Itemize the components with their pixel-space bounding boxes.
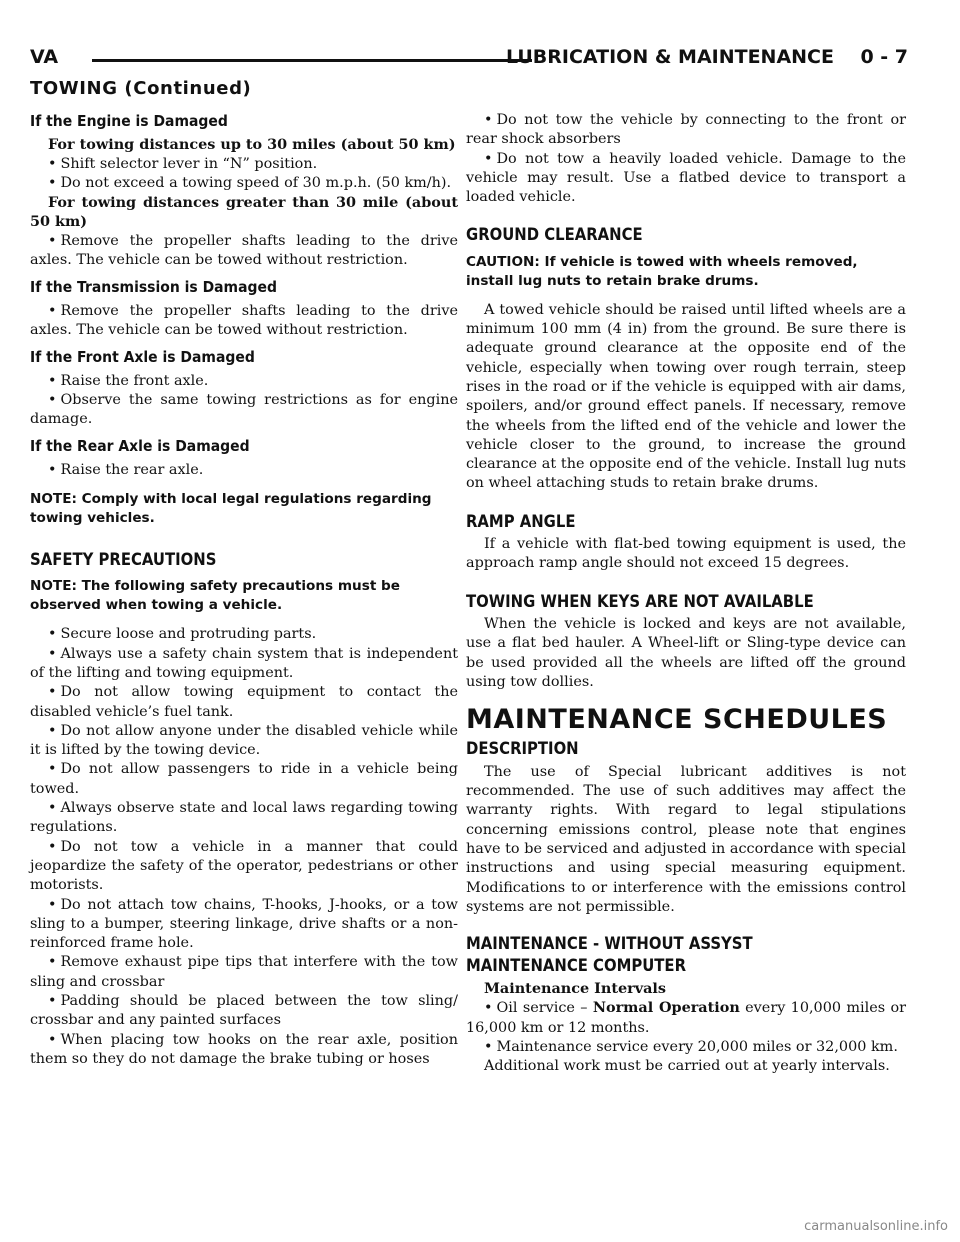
safety-note: NOTE: The following safety precautions must be observed when towing a vehicle. bbox=[30, 578, 400, 614]
header-title: LUBRICATION & MAINTENANCE 0 - 7 bbox=[505, 46, 908, 68]
ground-caution: CAUTION: If vehicle is towed with wheels removed, install lug nuts to retain brake drums. bbox=[466, 253, 858, 289]
safety-item: • Always observe state and local laws regarding towing regulations. bbox=[30, 799, 458, 838]
safety-item: • Padding should be placed between the tow sling/ crossbar and any painted surfaces bbox=[30, 992, 458, 1031]
engine-heading: If the Engine is Damaged bbox=[30, 112, 228, 130]
legal-note: NOTE: Comply with local legal regulations regarding towing vehicles. bbox=[30, 491, 432, 527]
oil-service-item: • Oil service – Normal Operation every 10,000 miles or 16,000 km or 12 months. bbox=[466, 998, 906, 1038]
front-axle-item: • Raise the front axle. bbox=[30, 372, 458, 391]
engine-long-label: For towing distances greater than 30 mile (about 50 km) bbox=[30, 194, 458, 231]
keys-heading: TOWING WHEN KEYS ARE NOT AVAILABLE bbox=[466, 591, 814, 611]
safety-item: • Secure loose and protruding parts. bbox=[30, 625, 458, 644]
safety-item: • Remove exhaust pipe tips that interfere with the tow sling and crossbar bbox=[30, 953, 458, 992]
safety-item: • Do not tow a vehicle in a manner that could jeopardize the safety of the operator, pedestrians or other motorists. bbox=[30, 838, 458, 896]
engine-short-label: For towing distances up to 30 miles (about 50 km) bbox=[48, 136, 456, 154]
transmission-item: • Remove the propeller shafts leading to the drive axles. The vehicle can be towed without restriction. bbox=[30, 302, 458, 341]
keys-text: When the vehicle is locked and keys are not available, use a flat bed hauler. A Wheel-lift or Sling-type device can be used provided all the wheels are lifted off the ground using tow dollies. bbox=[466, 615, 906, 690]
safety-item: • Do not allow anyone under the disabled vehicle while it is lifted by the towing device. bbox=[30, 722, 458, 761]
header-code: VA bbox=[30, 46, 59, 68]
left-column bbox=[30, 112, 458, 1069]
right-column bbox=[466, 111, 906, 1077]
description-heading: DESCRIPTION bbox=[466, 739, 579, 759]
engine-short-item: • Shift selector lever in “N” position. bbox=[30, 155, 458, 174]
ground-text: A towed vehicle should be raised until lifted wheels are a minimum 100 mm (4 in) from the ground. Be sure there is adequate ground clearance at the opposite end of the vehicle, especially when towing over rough terrain, steep rises in the road or if the vehicle is equipped with air dams, spoilers, and/or ground effect panels. If necessary, remove the wheels from the lifted end of the vehicle and lower the vehicle closer to the ground, to increase the ground clearance at the opposite end of the vehicle. Install lug nuts on wheel attaching studs to retain brake drums. bbox=[466, 301, 906, 492]
safety-item: • Do not attach tow chains, T-hooks, J-hooks, or a tow sling to a bumper, steering linkage, drive shafts or a non-reinforced frame hole. bbox=[30, 896, 458, 954]
transmission-heading: If the Transmission is Damaged bbox=[30, 278, 277, 297]
additional-work-text: Additional work must be carried out at yearly intervals. bbox=[484, 1058, 890, 1075]
ground-clearance-heading: GROUND CLEARANCE bbox=[466, 225, 643, 245]
rear-axle-item: • Raise the rear axle. bbox=[30, 461, 458, 480]
engine-short-item: • Do not exceed a towing speed of 30 m.p.h. (50 km/h). bbox=[30, 174, 458, 193]
ramp-angle-heading: RAMP ANGLE bbox=[466, 511, 576, 531]
front-axle-item: • Observe the same towing restrictions as for engine damage. bbox=[30, 391, 458, 430]
front-axle-heading: If the Front Axle is Damaged bbox=[30, 348, 255, 367]
without-assyst-heading: MAINTENANCE - WITHOUT ASSYST MAINTENANCE COMPUTER bbox=[466, 934, 753, 976]
safety-heading: SAFETY PRECAUTIONS bbox=[30, 550, 217, 570]
safety-item: • Do not allow passengers to ride in a vehicle being towed. bbox=[30, 760, 458, 799]
safety-item: • Do not allow towing equipment to contact the disabled vehicle’s fuel tank. bbox=[30, 683, 458, 722]
maintenance-schedules-heading: MAINTENANCE SCHEDULES bbox=[466, 704, 888, 736]
description-text: The use of Special lubricant additives is not recommended. The use of such additives may affect the warranty rights. With regard to legal stipulations concerning emissions control, please note that engines have to be serviced and adjusted in accordance with special instructions and using special measuring equipment. Modifications to or interference with the emissions control systems are not permissible. bbox=[466, 763, 906, 915]
safety-item: • Do not tow the vehicle by connecting to the front or rear shock absorbers bbox=[466, 111, 906, 150]
header-rule bbox=[92, 59, 532, 62]
maintenance-service-item: • Maintenance service every 20,000 miles or 32,000 km. bbox=[466, 1038, 906, 1057]
ramp-text: If a vehicle with flat-bed towing equipment is used, the approach ramp angle should not exceed 15 degrees. bbox=[466, 536, 906, 572]
rear-axle-heading: If the Rear Axle is Damaged bbox=[30, 437, 250, 456]
watermark: carmanualsonline.info bbox=[804, 1219, 948, 1234]
maintenance-intervals-label: Maintenance Intervals bbox=[484, 980, 666, 998]
safety-item: • Do not tow a heavily loaded vehicle. Damage to the vehicle may result. Use a flatbed device to transport a loaded vehicle. bbox=[466, 150, 906, 208]
engine-long-item: • Remove the propeller shafts leading to the drive axles. The vehicle can be towed without restriction. bbox=[30, 232, 458, 271]
safety-item: • Always use a safety chain system that is independent of the lifting and towing equipment. bbox=[30, 645, 458, 684]
section-continued-heading: TOWING (Continued) bbox=[30, 78, 252, 99]
safety-item: • When placing tow hooks on the rear axle, position them so they do not damage the brake tubing or hoses bbox=[30, 1031, 458, 1070]
